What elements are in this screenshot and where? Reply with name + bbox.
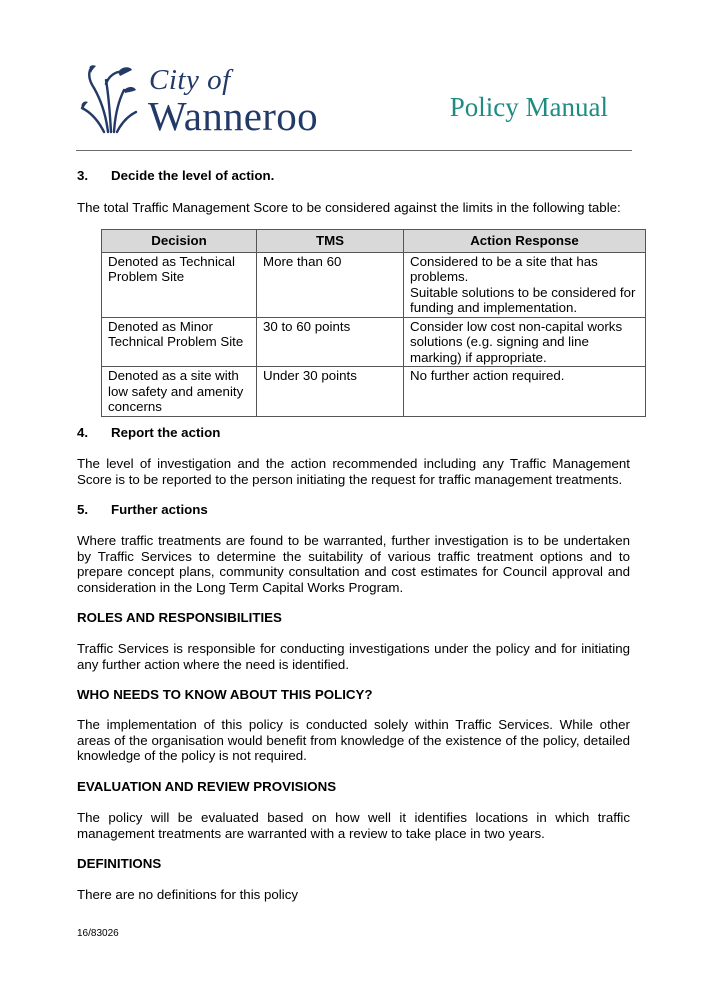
who-body: The implementation of this policy is conducted solely within Traffic Services. While other areas of the organisation would benefit from knowledge of the existence of the policy, detailed knowledge of the policy is not required. — [77, 717, 630, 763]
document-reference: 16/83026 — [77, 928, 119, 939]
cell-action — [404, 252, 646, 317]
cell-action — [404, 317, 646, 367]
header-divider — [76, 150, 632, 151]
section-5-body: Where traffic treatments are found to be warranted, further investigation is to be undertaken by Traffic Services to determine the suitability of various traffic treatment options and to prepare concept plans, community consultation and cost estimates for Council approval and consideration in the Long Term Capital Works Program. — [77, 533, 630, 595]
section-3-intro: The total Traffic Management Score to be considered against the limits in the following table: — [77, 200, 621, 215]
wanneroo-logo-icon — [78, 64, 138, 134]
section-3-title: Decide the level of action. — [111, 168, 275, 183]
who-heading: WHO NEEDS TO KNOW ABOUT THIS POLICY? — [77, 687, 373, 702]
action-line: Considered to be a site that has problems. — [410, 253, 598, 284]
logo-text-wanneroo: Wanneroo — [148, 93, 318, 139]
cell-action — [404, 367, 646, 417]
evaluation-heading: EVALUATION AND REVIEW PROVISIONS — [77, 779, 337, 794]
action-line: Consider low cost non-capital works solutions (e.g. signing and line marking) if appropriate. — [410, 318, 623, 365]
section-4-body: The level of investigation and the action recommended including any Traffic Management Score is to be reported to the person initiating the request for traffic management treatments. — [77, 456, 630, 487]
logo-text-city: City of — [149, 64, 231, 96]
cell-decision: Denoted as Technical Problem Site — [102, 252, 257, 317]
section-4-number: 4. — [77, 425, 89, 440]
action-line: No further action required. — [410, 368, 565, 383]
definitions-body: There are no definitions for this policy — [77, 887, 298, 902]
header-action-response: Action Response — [404, 230, 646, 253]
header-decision: Decision — [102, 230, 257, 253]
cell-decision: Denoted as a site with low safety and amenity concerns — [102, 367, 257, 417]
section-5-number: 5. — [77, 502, 89, 517]
evaluation-body: The policy will be evaluated based on how well it identifies locations in which traffic management treatments are warranted with a review to take place in two years. — [77, 810, 630, 841]
section-3-number: 3. — [77, 168, 89, 183]
table-row — [102, 367, 646, 417]
cell-tms: More than 60 — [257, 252, 404, 317]
cell-decision: Denoted as Minor Technical Problem Site — [102, 317, 257, 367]
roles-heading: ROLES AND RESPONSIBILITIES — [77, 610, 282, 625]
section-5-title: Further actions — [111, 502, 208, 517]
action-line: Suitable solutions to be considered for funding and implementation. — [410, 284, 636, 315]
roles-body: Traffic Services is responsible for conducting investigations under the policy and for initiating any further action where the need is identified. — [77, 641, 630, 672]
definitions-heading: DEFINITIONS — [77, 856, 162, 871]
tms-table — [101, 229, 646, 417]
section-4-title: Report the action — [111, 425, 221, 440]
cell-tms: 30 to 60 points — [257, 317, 404, 367]
table-row — [102, 317, 646, 367]
table-header-row — [102, 230, 646, 253]
page-header — [76, 62, 632, 150]
table-row — [102, 252, 646, 317]
header-tms: TMS — [257, 230, 404, 253]
policy-manual-title: Policy Manual — [449, 92, 608, 122]
cell-tms: Under 30 points — [257, 367, 404, 417]
